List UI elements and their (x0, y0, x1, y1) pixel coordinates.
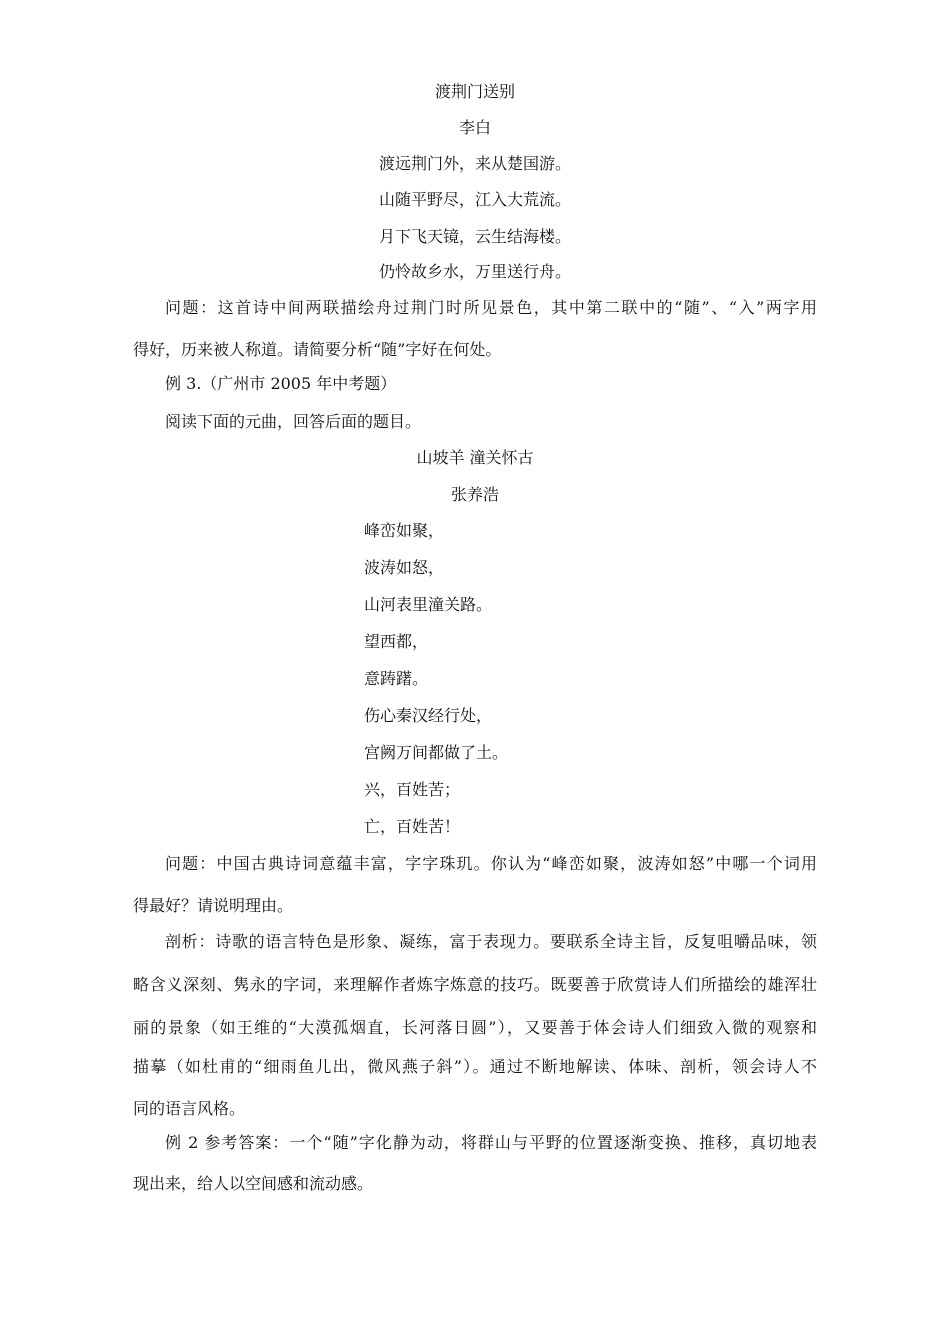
poem2-line-2: 波涛如怒， (364, 558, 445, 577)
analysis-line-1: 剖析：诗歌的语言特色是形象、凝练，富于表现力。要联系全诗主旨，反复咀嚼品味，领 (165, 932, 817, 951)
poem1-line-2: 山随平野尽，江入大荒流。 (378, 190, 571, 209)
poem1-line-4: 仍怜故乡水，万里送行舟。 (378, 262, 571, 281)
poem2-line-7: 宫阙万间都做了土。 (364, 743, 509, 762)
poem1-line-1: 渡远荆门外，来从楚国游。 (378, 154, 571, 173)
poem2-line-9: 亡，百姓苦！ (364, 817, 461, 836)
poem2-title: 山坡羊 潼关怀古 (416, 448, 534, 467)
example3-heading: 例 3.（广州市 2005 年中考题） (165, 374, 397, 393)
poem2-line-3: 山河表里潼关路。 (364, 595, 493, 614)
analysis-line-5: 同的语言风格。 (133, 1099, 246, 1118)
analysis-line-2: 略含义深刻、隽永的字词，来理解作者炼字炼意的技巧。既要善于欣赏诗人们所描绘的雄浑壮 (133, 975, 817, 994)
poem2-line-6: 伤心秦汉经行处， (364, 706, 493, 725)
answer-line-1: 例 2 参考答案：一个“随”字化静为动，将群山与平野的位置逐渐变换、推移，真切地表 (165, 1133, 817, 1152)
analysis-line-3: 丽的景象（如王维的“大漠孤烟直，长河落日圆”），又要善于体会诗人们细致入微的观察和 (133, 1018, 817, 1037)
question2-line-2: 得最好？请说明理由。 (133, 896, 294, 915)
example3-instruction: 阅读下面的元曲，回答后面的题目。 (165, 412, 422, 431)
poem2-line-1: 峰峦如聚， (364, 521, 445, 540)
question1-line-2: 得好，历来被人称道。请简要分析“随”字好在何处。 (133, 340, 502, 359)
poem2-line-8: 兴，百姓苦； (364, 780, 461, 799)
analysis-line-4: 描摹（如杜甫的“细雨鱼儿出，微风燕子斜”）。通过不断地解读、体味、剖析，领会诗人不 (133, 1057, 817, 1076)
answer-line-2: 现出来，给人以空间感和流动感。 (133, 1174, 374, 1193)
question1-line-1: 问题：这首诗中间两联描绘舟过荆门时所见景色，其中第二联中的“随”、“入”两字用 (165, 298, 817, 317)
poem1-title: 渡荆门送别 (434, 82, 515, 101)
poem1-line-3: 月下飞天镜，云生结海楼。 (378, 227, 571, 246)
poem1-author: 李白 (458, 118, 491, 137)
question2-line-1: 问题：中国古典诗词意蕴丰富，字字珠玑。你认为“峰峦如聚，波涛如怒”中哪一个词用 (165, 854, 817, 873)
poem2-author: 张养浩 (450, 485, 499, 504)
poem2-line-5: 意踌躇。 (364, 669, 429, 688)
poem2-line-4: 望西都， (364, 632, 429, 651)
